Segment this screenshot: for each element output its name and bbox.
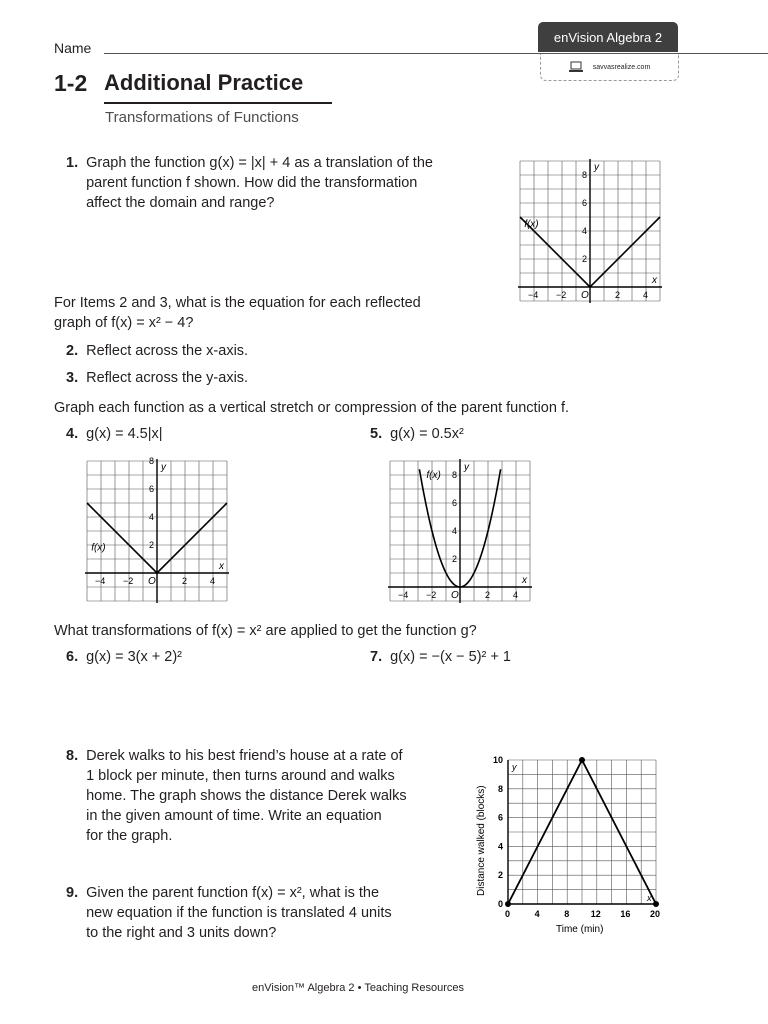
origin-label: O bbox=[581, 290, 589, 301]
lesson-title: Additional Practice bbox=[104, 70, 304, 95]
x-tick-label: 4 bbox=[643, 290, 649, 300]
item-4 bbox=[66, 424, 163, 444]
x-tick-label: 4 bbox=[513, 590, 519, 600]
item-8 bbox=[66, 746, 456, 846]
footer: enVision™ Algebra 2 • Teaching Resources bbox=[252, 982, 464, 994]
item-6-number: 6. bbox=[66, 649, 79, 665]
y-axis-label: y bbox=[512, 762, 517, 772]
item-5-text: g(x) = 0.5x² bbox=[390, 426, 464, 442]
x-tick-label: 16 bbox=[620, 909, 631, 919]
site-box bbox=[540, 54, 679, 81]
x-tick-label: −2 bbox=[426, 590, 437, 600]
item-5-number: 5. bbox=[370, 426, 383, 442]
x-tick-label: −2 bbox=[123, 576, 134, 586]
item-7 bbox=[370, 647, 511, 667]
item-9-text: Given the parent function f(x) = x², what is the new equation if the function is translated 4 units to the right and 3 units down? bbox=[86, 885, 392, 941]
item-5 bbox=[370, 424, 464, 444]
y-tick-label: 2 bbox=[582, 254, 588, 264]
item-1 bbox=[66, 153, 506, 213]
item-2-text: Reflect across the x-axis. bbox=[86, 343, 249, 359]
fx-label: f(x) bbox=[524, 218, 539, 230]
title-rule bbox=[104, 102, 332, 104]
x-tick-label: 8 bbox=[564, 909, 570, 919]
x-axis-label: x bbox=[647, 893, 652, 903]
graph-item-1 bbox=[514, 155, 666, 307]
x-tick-label: 12 bbox=[590, 909, 601, 919]
item-6 bbox=[66, 647, 182, 667]
item-1-text: Graph the function g(x) = |x| + 4 as a translation of the parent function f shown. How did the transformation affect the domain and range? bbox=[86, 155, 433, 211]
items-6-7-intro: What transformations of f(x) = x² are applied to get the function g? bbox=[54, 623, 477, 639]
item-7-number: 7. bbox=[370, 649, 383, 665]
x-axis-label: x bbox=[522, 575, 527, 586]
graph-item-5 bbox=[384, 455, 536, 607]
graph-item-8 bbox=[470, 748, 670, 948]
item-2 bbox=[66, 341, 248, 361]
x-tick-label: 2 bbox=[485, 590, 491, 600]
fx-label: f(x) bbox=[426, 469, 441, 481]
y-tick-label: 4 bbox=[452, 526, 458, 536]
item-3-text: Reflect across the y-axis. bbox=[86, 370, 249, 386]
x-tick-label: −2 bbox=[556, 290, 567, 300]
y-tick-label: 4 bbox=[582, 226, 588, 236]
origin-label: O bbox=[148, 576, 156, 587]
x-tick-label: 2 bbox=[615, 290, 621, 300]
y-tick-label: 4 bbox=[498, 841, 504, 852]
origin-label: O bbox=[451, 590, 459, 601]
brand-badge: enVision Algebra 2 bbox=[538, 22, 678, 52]
subtitle: Transformations of Functions bbox=[105, 109, 299, 126]
y-tick-label: 8 bbox=[498, 783, 504, 794]
x-tick-label: 20 bbox=[650, 909, 661, 919]
y-axis-title: Distance walked (blocks) bbox=[476, 785, 487, 896]
y-tick-label: 10 bbox=[493, 755, 504, 765]
item-1-number: 1. bbox=[66, 155, 79, 171]
y-tick-label: 6 bbox=[582, 198, 588, 208]
data-point bbox=[505, 901, 511, 907]
x-tick-label: 4 bbox=[210, 576, 216, 586]
x-tick-label: −4 bbox=[398, 590, 409, 600]
y-tick-label: 6 bbox=[498, 812, 504, 823]
y-tick-label: 0 bbox=[498, 899, 504, 909]
graph-item-4 bbox=[81, 455, 233, 607]
y-axis-label: y bbox=[464, 462, 469, 473]
item-4-number: 4. bbox=[66, 426, 79, 442]
item-8-number: 8. bbox=[66, 748, 79, 764]
x-tick-label: −4 bbox=[95, 576, 106, 586]
item-3 bbox=[66, 368, 248, 388]
x-tick-label: 4 bbox=[534, 909, 540, 919]
laptop-icon bbox=[569, 61, 583, 73]
data-point bbox=[579, 757, 585, 763]
item-7-text: g(x) = −(x − 5)² + 1 bbox=[390, 649, 511, 665]
item-9-number: 9. bbox=[66, 885, 79, 901]
y-tick-label: 4 bbox=[149, 512, 155, 522]
fx-label: f(x) bbox=[91, 542, 106, 554]
y-tick-label: 8 bbox=[149, 456, 155, 466]
item-9 bbox=[66, 883, 456, 943]
x-tick-label: 0 bbox=[505, 909, 511, 919]
y-tick-label: 8 bbox=[452, 470, 458, 480]
y-tick-label: 6 bbox=[452, 498, 458, 508]
y-tick-label: 2 bbox=[149, 540, 155, 550]
lesson-number: 1-2 bbox=[54, 70, 88, 96]
y-tick-label: 2 bbox=[452, 554, 458, 564]
x-axis-label: x bbox=[652, 275, 657, 286]
item-8-text: Derek walks to his best friend’s house at a rate of 1 block per minute, then turns around and walks home. The graph shows the distance Derek walks in the given amount of time. Write an equation for the graph. bbox=[86, 748, 407, 844]
x-tick-label: 2 bbox=[182, 576, 188, 586]
item-6-text: g(x) = 3(x + 2)² bbox=[86, 649, 182, 665]
y-tick-label: 2 bbox=[498, 870, 504, 881]
y-axis-label: y bbox=[594, 162, 599, 173]
item-3-number: 3. bbox=[66, 370, 79, 386]
y-tick-label: 8 bbox=[582, 170, 588, 180]
data-point bbox=[653, 901, 659, 907]
x-axis-title: Time (min) bbox=[556, 924, 604, 935]
item-2-number: 2. bbox=[66, 343, 79, 359]
y-axis-label: y bbox=[161, 462, 166, 473]
item-4-text: g(x) = 4.5|x| bbox=[86, 426, 163, 442]
y-tick-label: 6 bbox=[149, 484, 155, 494]
x-tick-label: −4 bbox=[528, 290, 539, 300]
name-label: Name bbox=[54, 40, 92, 56]
site-url[interactable]: savvasrealize.com bbox=[592, 63, 651, 71]
items-4-5-intro: Graph each function as a vertical stretch or compression of the parent function f. bbox=[54, 400, 570, 416]
x-axis-label: x bbox=[219, 561, 224, 572]
items-2-3-intro: For Items 2 and 3, what is the equation for each reflected graph of f(x) = x² − 4? bbox=[54, 295, 421, 331]
